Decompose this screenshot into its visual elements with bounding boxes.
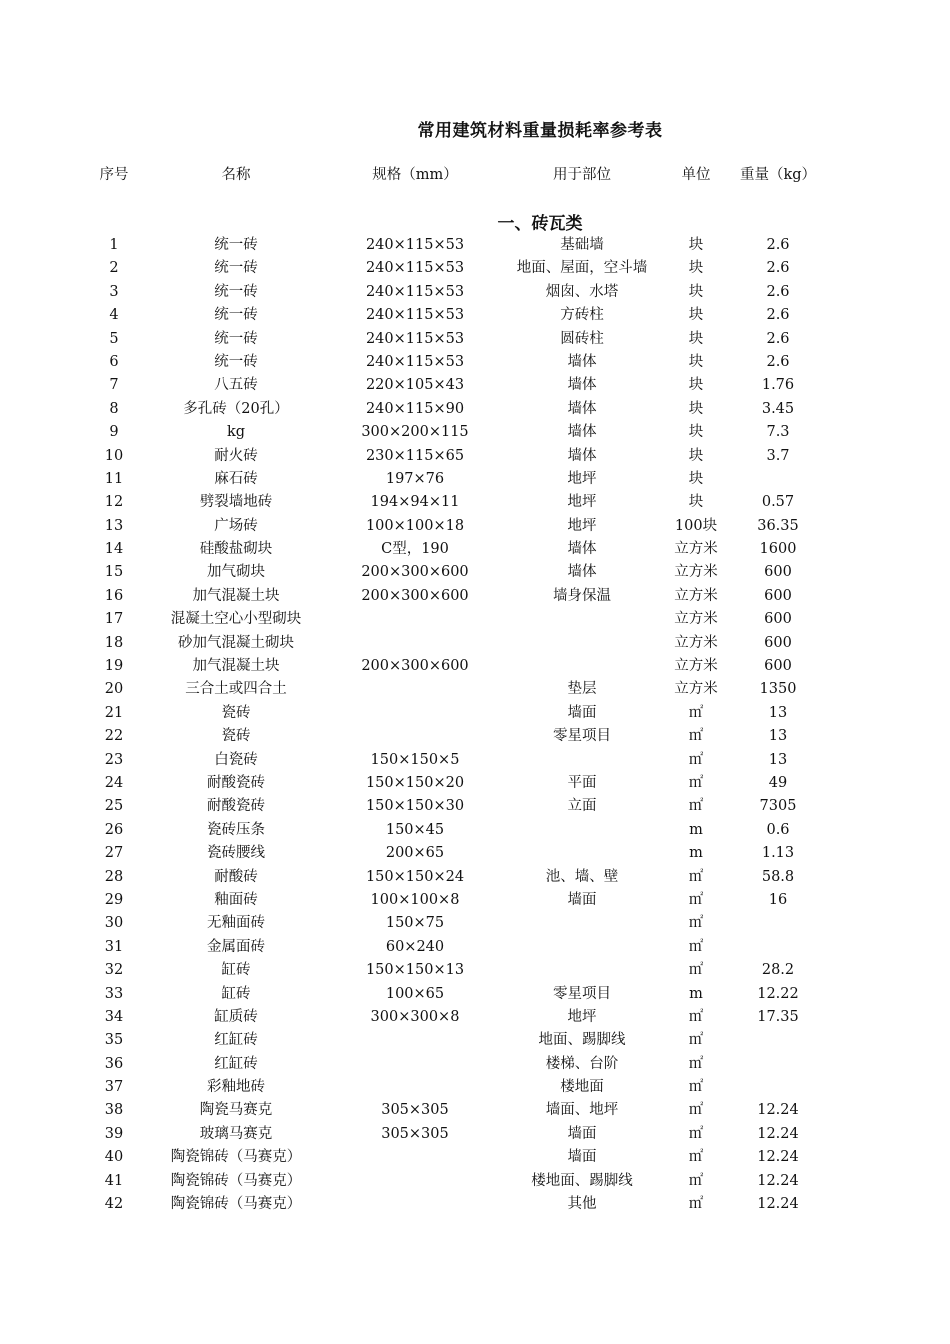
cell-weight: 16 [768,891,788,908]
cell-name: 统一砖 [214,237,258,253]
cell-spec: 150×150×5 [370,751,460,768]
cell-unit: ㎡ [688,1008,704,1025]
cell-name: 陶瓷锦砖（马赛克） [170,1196,302,1213]
cell-no: 31 [104,938,124,955]
cell-name: 瓷砖 [221,728,251,745]
cell-name: 耐酸瓷砖 [207,774,265,791]
cell-use: 墙面 [567,704,597,721]
cell-unit: 立方米 [674,634,718,651]
table-row [0,491,950,514]
cell-weight: 1600 [759,541,797,558]
cell-use: 零星项目 [553,728,611,745]
cell-no: 13 [104,517,124,534]
cell-name: 红缸砖 [214,1055,258,1072]
cell-use: 墙体 [567,424,597,441]
cell-spec: 100×65 [385,985,445,1002]
table-row [0,257,950,280]
cell-no: 14 [104,541,124,558]
table-row [0,1076,950,1099]
cell-use: 楼地面 [560,1079,604,1096]
cell-use: 楼梯、台阶 [545,1055,619,1072]
cell-use: 基础墙 [560,237,604,253]
table-row [0,234,950,257]
cell-unit: 块 [688,330,704,347]
cell-name: 耐火砖 [214,447,258,464]
cell-spec: 150×150×13 [365,962,465,979]
cell-no: 16 [104,587,124,604]
table-row [0,515,950,538]
cell-weight: 0.57 [761,494,795,511]
cell-no: 19 [104,658,124,675]
table-row [0,725,950,748]
cell-name: 麻石砖 [214,470,258,487]
cell-unit: 块 [688,494,704,511]
cell-use: 立面 [567,798,597,815]
cell-name: kg [226,424,246,441]
cell-name: 陶瓷马赛克 [199,1102,273,1119]
cell-unit: ㎡ [688,915,704,932]
cell-spec: 194×94×11 [370,494,460,511]
table-row [0,983,950,1006]
cell-weight: 2.6 [766,307,790,324]
table-row [0,398,950,421]
cell-name: 釉面砖 [214,891,258,908]
cell-name: 统一砖 [214,330,258,347]
cell-spec: 150×75 [385,915,445,932]
cell-use: 墙体 [567,541,597,558]
cell-use: 其他 [567,1196,597,1213]
cell-weight: 2.6 [766,260,790,277]
table-row [0,936,950,959]
cell-name: 多孔砖（20孔） [183,400,289,417]
cell-unit: 块 [688,307,704,324]
cell-use: 垫层 [567,681,597,698]
table-row [0,468,950,491]
cell-no: 26 [104,821,124,838]
cell-no: 24 [104,774,124,791]
cell-no: 27 [104,845,124,862]
cell-spec: 240×115×53 [365,330,465,347]
cell-no: 37 [104,1079,124,1096]
cell-name: 红缸砖 [214,1032,258,1049]
cell-use: 方砖柱 [560,307,604,324]
cell-spec: 300×200×115 [361,424,469,441]
cell-no: 9 [109,424,119,441]
cell-no: 42 [104,1196,124,1213]
cell-name: 三合土或四合土 [185,681,287,698]
table-row [0,1123,950,1146]
cell-no: 28 [104,868,124,885]
cell-use: 地坪 [567,517,597,534]
cell-spec: 200×300×600 [361,658,469,675]
table-row [0,561,950,584]
cell-spec: 200×65 [385,845,445,862]
cell-no: 2 [109,260,119,277]
cell-weight: 13 [768,704,788,721]
cell-no: 41 [104,1172,124,1189]
cell-spec: 150×45 [385,821,445,838]
cell-spec: 150×150×20 [365,774,465,791]
table-row [0,281,950,304]
table-row [0,445,950,468]
table-row [0,608,950,631]
cell-weight: 0.6 [766,821,790,838]
cell-no: 22 [104,728,124,745]
cell-spec: 240×115×53 [365,353,465,370]
cell-spec: 197×76 [385,470,445,487]
cell-name: 缸砖 [221,985,251,1002]
cell-unit: 立方米 [674,611,718,628]
table-row [0,421,950,444]
header-unit: 单位 [681,167,711,183]
header-weight: 重量（kg） [739,167,817,183]
cell-unit: 块 [688,377,704,394]
cell-weight: 7.3 [766,424,790,441]
cell-name: 白瓷砖 [214,751,258,768]
cell-name: 耐酸瓷砖 [207,798,265,815]
cell-use: 平面 [567,774,597,791]
cell-weight: 2.6 [766,353,790,370]
cell-no: 35 [104,1032,124,1049]
cell-name: 八五砖 [214,377,258,394]
cell-no: 40 [104,1149,124,1166]
table-row [0,795,950,818]
cell-spec: 305×305 [381,1125,449,1142]
cell-weight: 2.6 [766,330,790,347]
cell-use: 圆砖柱 [560,330,604,347]
cell-unit: m [689,985,703,1002]
cell-weight: 12.24 [757,1125,799,1142]
cell-name: 砂加气混凝土砌块 [178,634,294,651]
cell-spec: C型，190 [381,541,449,558]
table-row [0,538,950,561]
cell-unit: 块 [688,283,704,300]
section-title: 一、砖瓦类 [497,214,583,234]
table-row [0,842,950,865]
cell-name: 统一砖 [214,353,258,370]
cell-weight: 12.22 [757,985,799,1002]
cell-no: 3 [109,283,119,300]
cell-use: 地面、踢脚线 [538,1032,626,1049]
cell-no: 38 [104,1102,124,1119]
cell-name: 彩釉地砖 [207,1079,265,1096]
cell-name: 缸质砖 [214,1008,258,1025]
cell-use: 零星项目 [553,985,611,1002]
table-row [0,1053,950,1076]
cell-weight: 7305 [759,798,797,815]
cell-use: 墙身保温 [553,587,611,604]
cell-name: 广场砖 [214,517,258,534]
cell-weight: 36.35 [757,517,799,534]
cell-weight: 2.6 [766,237,790,253]
cell-unit: 立方米 [674,541,718,558]
cell-name: 统一砖 [214,283,258,300]
cell-name: 玻璃马赛克 [199,1125,273,1142]
cell-name: 金属面砖 [207,938,265,955]
cell-spec: 100×100×18 [365,517,465,534]
cell-weight: 3.7 [766,447,790,464]
table-row [0,585,950,608]
table-row [0,1193,950,1216]
cell-no: 23 [104,751,124,768]
cell-no: 33 [104,985,124,1002]
cell-name: 陶瓷锦砖（马赛克） [170,1172,302,1189]
cell-name: 加气混凝土块 [192,658,280,675]
cell-name: 瓷砖压条 [207,821,265,838]
cell-no: 15 [104,564,124,581]
cell-no: 4 [109,307,119,324]
cell-no: 32 [104,962,124,979]
cell-unit: ㎡ [688,938,704,955]
cell-use: 墙面 [567,1149,597,1166]
table-header [0,164,950,186]
cell-spec: 240×115×53 [365,283,465,300]
cell-use: 烟囱、水塔 [545,283,619,300]
cell-no: 11 [104,470,124,487]
cell-use: 池、墙、壁 [545,868,619,885]
cell-use: 墙体 [567,447,597,464]
cell-weight: 12.24 [757,1196,799,1213]
cell-weight: 3.45 [761,400,795,417]
cell-no: 1 [109,237,119,253]
table-row [0,912,950,935]
cell-use: 墙体 [567,400,597,417]
cell-spec: 150×150×24 [365,868,465,885]
header-name: 名称 [221,167,251,183]
cell-no: 10 [104,447,124,464]
cell-unit: 块 [688,470,704,487]
cell-use: 地面、屋面，空斗墙 [516,260,648,277]
cell-weight: 17.35 [757,1008,799,1025]
table-row [0,866,950,889]
cell-name: 瓷砖腰线 [207,845,265,862]
cell-spec: 150×150×30 [365,798,465,815]
cell-spec: 305×305 [381,1102,449,1119]
cell-spec: 300×300×8 [370,1008,460,1025]
cell-unit: ㎡ [688,704,704,721]
cell-unit: 块 [688,424,704,441]
cell-no: 29 [104,891,124,908]
cell-weight: 58.8 [761,868,795,885]
cell-name: 缸砖 [221,962,251,979]
cell-name: 无釉面砖 [207,915,265,932]
cell-unit: ㎡ [688,1032,704,1049]
cell-no: 39 [104,1125,124,1142]
table-row [0,1029,950,1052]
cell-weight: 12.24 [757,1102,799,1119]
cell-use: 墙面 [567,1125,597,1142]
cell-no: 5 [109,330,119,347]
cell-use: 墙体 [567,353,597,370]
table-row [0,632,950,655]
table-row [0,959,950,982]
table-row [0,702,950,725]
cell-unit: ㎡ [688,1055,704,1072]
cell-unit: ㎡ [688,1102,704,1119]
cell-no: 25 [104,798,124,815]
table-row [0,1006,950,1029]
cell-unit: 100块 [674,517,718,534]
cell-weight: 12.24 [757,1172,799,1189]
cell-weight: 600 [764,658,792,675]
cell-unit: 立方米 [674,681,718,698]
cell-no: 30 [104,915,124,932]
cell-unit: 块 [688,400,704,417]
table-row [0,655,950,678]
cell-no: 7 [109,377,119,394]
table-row [0,749,950,772]
cell-unit: 立方米 [674,658,718,675]
cell-weight: 28.2 [761,962,795,979]
cell-unit: 立方米 [674,564,718,581]
cell-unit: ㎡ [688,1079,704,1096]
cell-use: 墙面、地坪 [545,1102,619,1119]
cell-use: 墙体 [567,564,597,581]
cell-unit: ㎡ [688,868,704,885]
cell-weight: 1350 [759,681,797,698]
table-row [0,819,950,842]
cell-spec: 240×115×53 [365,260,465,277]
cell-use: 地坪 [567,470,597,487]
table-row [0,304,950,327]
table-row [0,1146,950,1169]
cell-spec: 200×300×600 [361,587,469,604]
cell-weight: 600 [764,611,792,628]
cell-weight: 2.6 [766,283,790,300]
cell-unit: 立方米 [674,587,718,604]
cell-name: 混凝土空心小型砌块 [170,611,302,628]
cell-use: 墙面 [567,891,597,908]
cell-no: 34 [104,1008,124,1025]
cell-unit: ㎡ [688,1125,704,1142]
header-spec: 规格（mm） [372,167,458,183]
cell-name: 统一砖 [214,307,258,324]
cell-unit: 块 [688,237,704,253]
cell-name: 瓷砖 [221,704,251,721]
table-row [0,328,950,351]
table-row [0,351,950,374]
cell-name: 陶瓷锦砖（马赛克） [170,1149,302,1166]
cell-unit: ㎡ [688,1172,704,1189]
cell-spec: 200×300×600 [361,564,469,581]
header-no: 序号 [99,167,129,183]
cell-name: 耐酸砖 [214,868,258,885]
cell-unit: ㎡ [688,728,704,745]
cell-unit: m [689,821,703,838]
cell-unit: m [689,845,703,862]
table-row [0,1170,950,1193]
cell-unit: 块 [688,260,704,277]
cell-spec: 240×115×53 [365,237,465,253]
cell-spec: 230×115×65 [365,447,465,464]
cell-no: 20 [104,681,124,698]
cell-weight: 12.24 [757,1149,799,1166]
cell-no: 17 [104,611,124,628]
cell-no: 12 [104,494,124,511]
cell-weight: 13 [768,751,788,768]
table-row [0,889,950,912]
cell-spec: 100×100×8 [370,891,460,908]
cell-weight: 1.13 [761,845,795,862]
cell-name: 硅酸盐砌块 [199,541,273,558]
cell-unit: 块 [688,447,704,464]
table-body [0,234,950,1216]
cell-use: 墙体 [567,377,597,394]
cell-use: 地坪 [567,1008,597,1025]
cell-weight: 600 [764,564,792,581]
cell-unit: ㎡ [688,774,704,791]
cell-no: 6 [109,353,119,370]
header-use: 用于部位 [553,167,611,183]
cell-no: 8 [109,400,119,417]
cell-spec: 240×115×53 [365,307,465,324]
cell-name: 劈裂墙地砖 [199,494,273,511]
cell-no: 21 [104,704,124,721]
cell-unit: ㎡ [688,962,704,979]
cell-spec: 60×240 [385,938,445,955]
cell-weight: 1.76 [761,377,795,394]
table-row [0,374,950,397]
table-row [0,678,950,701]
cell-weight: 600 [764,587,792,604]
cell-unit: ㎡ [688,751,704,768]
cell-unit: ㎡ [688,1149,704,1166]
table-row [0,772,950,795]
cell-unit: ㎡ [688,798,704,815]
cell-use: 地坪 [567,494,597,511]
cell-weight: 13 [768,728,788,745]
cell-unit: ㎡ [688,891,704,908]
cell-spec: 220×105×43 [365,377,465,394]
cell-use: 楼地面、踢脚线 [531,1172,633,1189]
cell-unit: 块 [688,353,704,370]
cell-weight: 600 [764,634,792,651]
cell-no: 18 [104,634,124,651]
cell-weight: 49 [768,774,788,791]
page-title: 常用建筑材料重量损耗率参考表 [417,121,663,141]
cell-unit: ㎡ [688,1196,704,1213]
table-row [0,1099,950,1122]
cell-name: 统一砖 [214,260,258,277]
cell-name: 加气砌块 [207,564,265,581]
cell-no: 36 [104,1055,124,1072]
cell-name: 加气混凝土块 [192,587,280,604]
cell-spec: 240×115×90 [365,400,465,417]
